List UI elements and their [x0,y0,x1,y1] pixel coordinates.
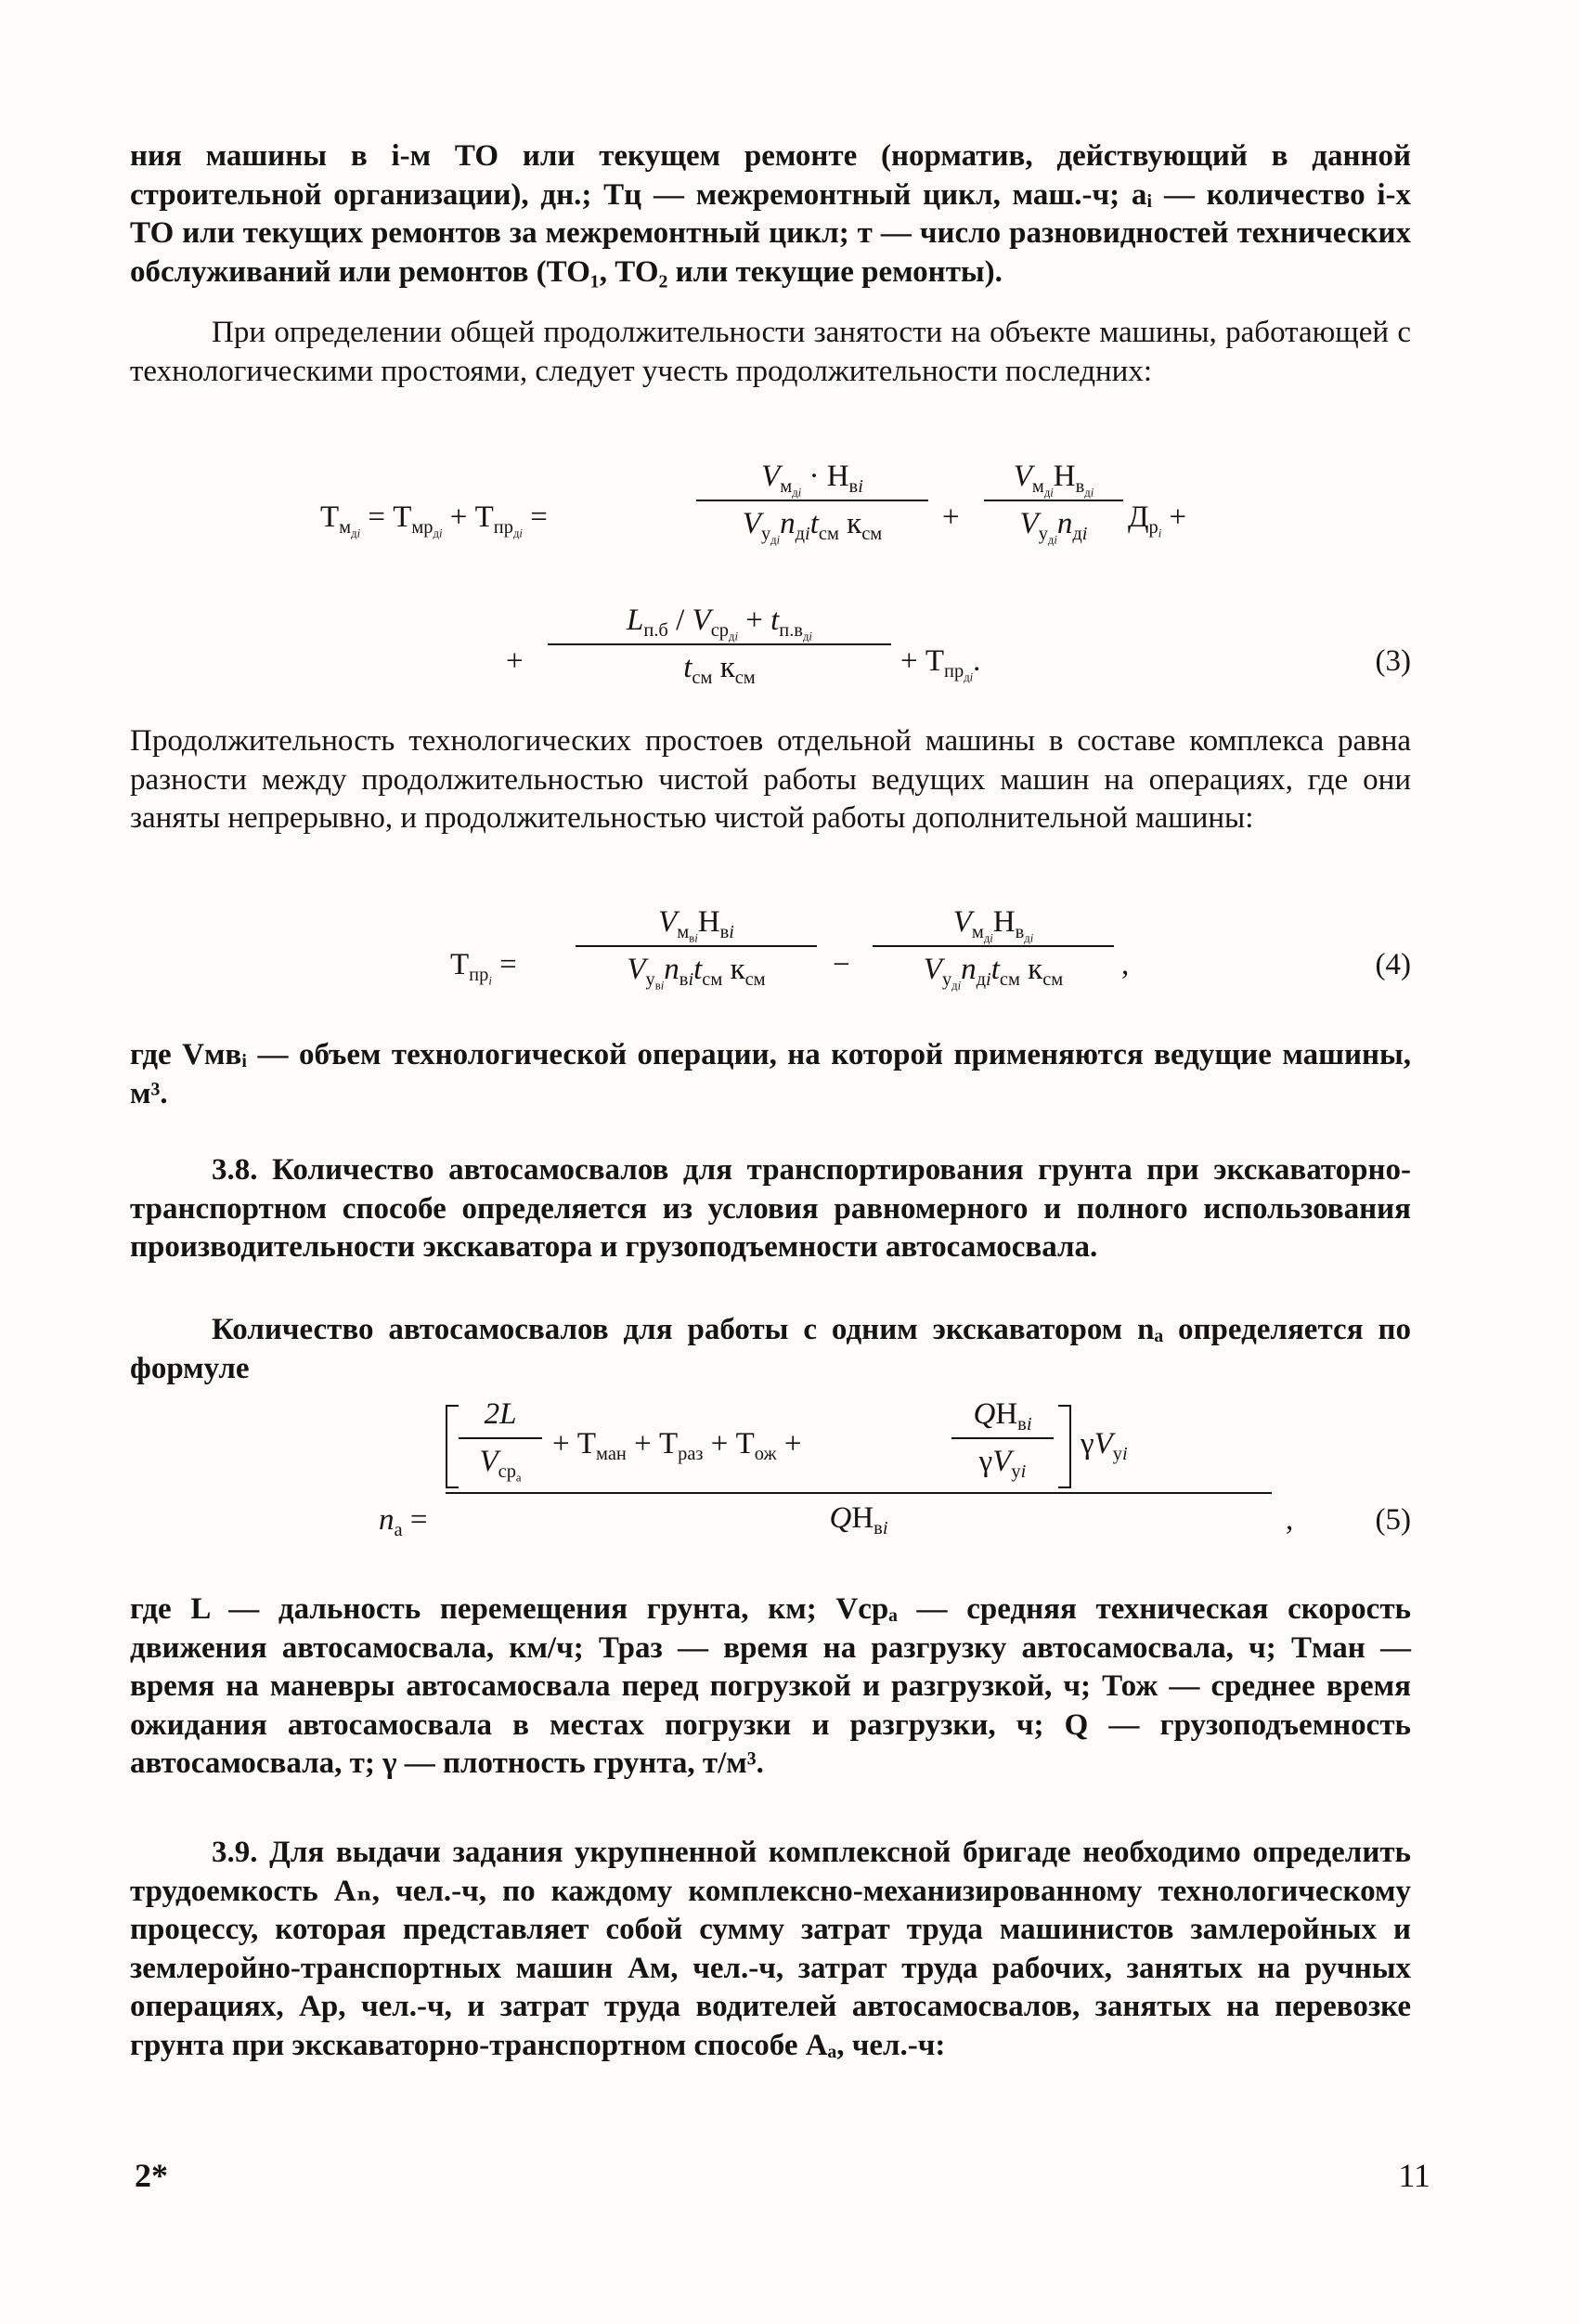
section-3-8: 3.8. Количество автосамосвалов для транспортирования грунта при экскаваторно-транспортном способе определяется из условия равномерного и полного использования производительности экскаватора и грузоподъемности автосамосвала. [130,1153,1411,1264]
equation-4-number: (4) [1375,948,1411,981]
signature-mark: 2* [135,2157,168,2194]
equation-3-number: (3) [1375,644,1411,678]
page-number: 11 [1398,2157,1430,2194]
equation-3-line-1: $Т_{м_{дi}} = Т_{мр_{дi}} + Т_{пр_{дi}}$ = $V_{м_{дi}} \cdot Н_{вi}$ $V_{у_{дi}}n_{дi}t_{см}$ $к_{см}$ + $V_{м_{дi}}Н_{в_{дi}}$ $V_{у_{дi}}n_{дi}$ $Д_{р_i}$ + [320,460,1187,547]
paragraph-continuation: ния машины в i-м ТО или текущем ремонте (норматив, действующий в данной строительной организации), дн.; Тц — межремонтный цикл, маш.-ч; aᵢ — количество i-х ТО или текущих ремонтов за межремонтный цикл; т — число разновидностей технических обслуживаний или ремонтов (ТО₁, ТО₂ или текущие ремонты). [130,139,1411,289]
paragraph-where-vmv: где Vмвᵢ — объем технологической операции, на которой применяются ведущие машины, м³. [130,1038,1411,1110]
section-3-9: 3.9. Для выдачи задания укрупненной комплексной бригаде необходимо определить трудоемкость Аₙ, чел.-ч, по каждому комплексно-механизированному технологическому процессу, которая представляет собой сумму затрат труда машинистов замлеройных и землеройно-транспортных машин Ам, чел.-ч, затрат труда рабочих, занятых на ручных операциях, Aр, чел.-ч, и затрат труда водителей автосамосвалов, занятых на перевозке грунта при экскаваторно-транспортном способе Аₐ, чел.-ч: [130,1836,1411,2062]
equation-3-line-2: + $L_{п.б} / V_{ср_{дi}} + t_{п.в_{дi}}$ $t_{см}$ $к_{см}$ + $Т_{пр_{дi}}$. (3) [506,604,1411,689]
paragraph-total-duration: При определении общей продолжительности занятости на объекте машины, работающей с технологическими простоями, следует учесть продолжительности последних: [130,316,1411,388]
equation-5-number: (5) [1375,1503,1411,1537]
paragraph-where-l: где L — дальность перемещения грунта, км; Vсрₐ — средняя техническая скорость движения автосамосвала, км/ч; Траз — время на разгрузку автосамосвала, ч; Tман — время на маневры автосамосвала перед погрузкой и разгрузкой, ч; Тож — среднее время ожидания автосамосвала в местах погрузки и разгрузки, ч; Q — грузоподъемность автосамосвала, т; γ — плотность грунта, т/м³. [130,1592,1411,1780]
equation-4: $Т_{пр_i}$ = $V_{м_{вi}}Н_{вi}$ $V_{у_{вi}}n_{вi}t_{см}$ $к_{см}$ − $V_{м_{дi}}Н_{в_{дi}}$ $V_{у_{дi}}n_{дi}t_{см}$ $к_{см}$ , (4) [450,905,1411,993]
paragraph-dump-trucks: Количество автосамосвалов для работы с одним экскаватором nₐ определяется по формуле [130,1313,1411,1385]
equation-5: $n_а$ = 2L $V_{ср_а}$ + $Т_{ман} + Т_{раз} + Т_{ож}$ + $QН_{вi}$ $\gamma V_{уi}$ $\gamma V_{уi}$ $QН_{вi}$ , (5) [379,1397,1411,1541]
paragraph-downtime: Продолжительность технологических простоев отдельной машины в составе комплекса равна разности между продолжительностью чистой работы ведущих машин на операциях, где они заняты непрерывно, и продолжительностью чистой работы дополнительной машины: [130,724,1411,835]
